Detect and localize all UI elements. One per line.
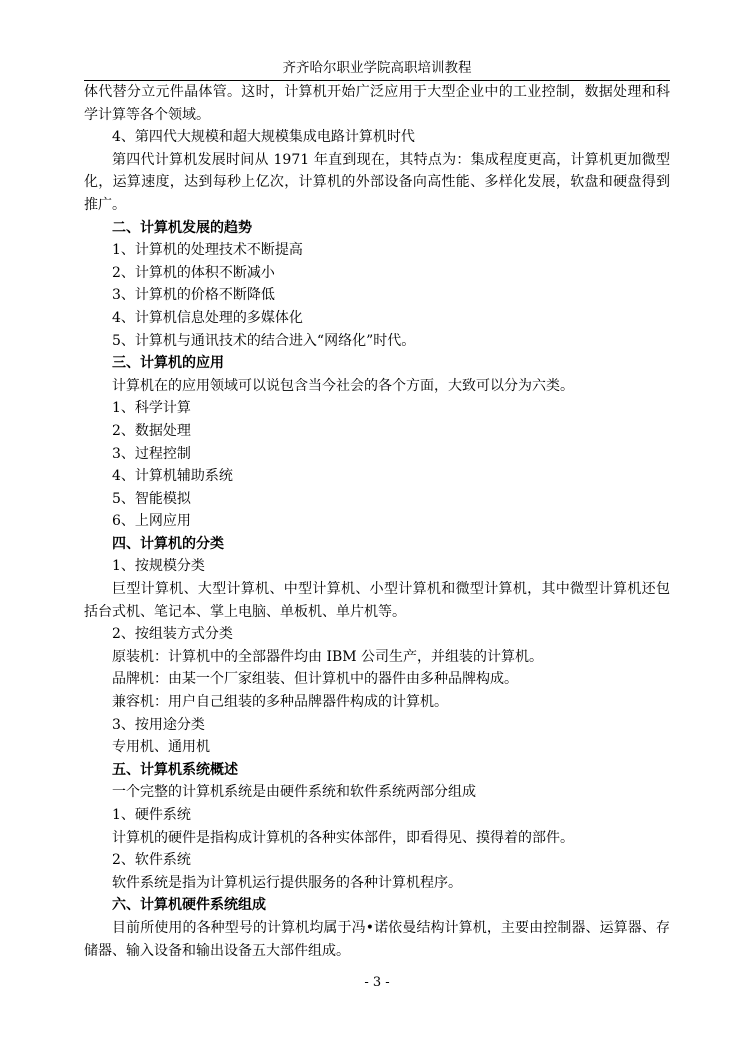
- paragraph: 1、计算机的处理技术不断提高: [112, 242, 303, 259]
- page-header-title: 齐齐哈尔职业学院高职培训教程: [282, 60, 472, 76]
- section-heading: 二、计算机发展的趋势: [112, 219, 252, 236]
- paragraph: 6、上网应用: [112, 513, 191, 530]
- paragraph: 3、计算机的价格不断降低: [112, 287, 275, 304]
- paragraph: 巨型计算机、大型计算机、中型计算机、小型计算机和微型计算机，其中微型计算机还包括台式机、笔记本、掌上电脑、单板机、单片机等。: [84, 581, 670, 620]
- paragraph: 4、计算机信息处理的多媒体化: [112, 309, 303, 326]
- paragraph: 计算机的硬件是指构成计算机的各种实体部件，即看得见、摸得着的部件。: [112, 829, 574, 846]
- paragraph: 原装机：计算机中的全部器件均由 IBM 公司生产，并组装的计算机。: [112, 648, 544, 665]
- paragraph: 1、科学计算: [112, 400, 191, 417]
- paragraph: 品牌机：由某一个厂家组装、但计算机中的器件由多种品牌构成。: [112, 671, 518, 688]
- paragraph: 计算机在的应用领域可以说包含当今社会的各个方面，大致可以分为六类。: [112, 377, 574, 394]
- paragraph: 1、硬件系统: [112, 807, 191, 823]
- section-heading: 六、计算机硬件系统组成: [112, 897, 266, 914]
- paragraph: 4、第四代大规模和超大规模集成电路计算机时代: [112, 129, 415, 146]
- paragraph: 软件系统是指为计算机运行提供服务的各种计算机程序。: [112, 874, 462, 891]
- paragraph: 3、按用途分类: [112, 716, 205, 733]
- page-number: - 3 -: [364, 975, 390, 990]
- paragraph: 兼容机：用户自己组装的多种品牌器件构成的计算机。: [112, 694, 448, 711]
- paragraph: 1、按规模分类: [112, 558, 205, 575]
- paragraph: 5、智能模拟: [112, 490, 191, 507]
- paragraph: 2、软件系统: [112, 852, 191, 869]
- paragraph: 5、计算机与通讯技术的结合进入“网络化”时代。: [112, 332, 416, 349]
- section-heading: 五、计算机系统概述: [112, 761, 238, 778]
- paragraph: 专用机、通用机: [112, 739, 210, 756]
- paragraph: 2、按组装方式分类: [112, 626, 233, 643]
- paragraph: 体代替分立元件晶体管。这时，计算机开始广泛应用于大型企业中的工业控制，数据处理和科学计算等各个领域。: [84, 84, 670, 123]
- paragraph: 2、计算机的体积不断减小: [112, 264, 275, 281]
- paragraph: 目前所使用的各种型号的计算机均属于冯•诺依曼结构计算机，主要由控制器、运算器、存储器、输入设备和输出设备五大部件组成。: [84, 919, 670, 959]
- section-heading: 三、计算机的应用: [112, 355, 224, 372]
- document-body: [84, 81, 670, 962]
- section-heading: 四、计算机的分类: [112, 535, 224, 552]
- paragraph: 第四代计算机发展时间从 1971 年直到现在，其特点为：集成程度更高，计算机更加微型化，运算速度，达到每秒上亿次，计算机的外部设备向高性能、多样化发展，软盘和硬盘得到推广。: [84, 151, 670, 213]
- paragraph: 一个完整的计算机系统是由硬件系统和软件系统两部分组成: [112, 784, 476, 801]
- paragraph: 4、计算机辅助系统: [112, 468, 233, 485]
- paragraph: 2、数据处理: [112, 422, 191, 439]
- paragraph: 3、过程控制: [112, 445, 191, 462]
